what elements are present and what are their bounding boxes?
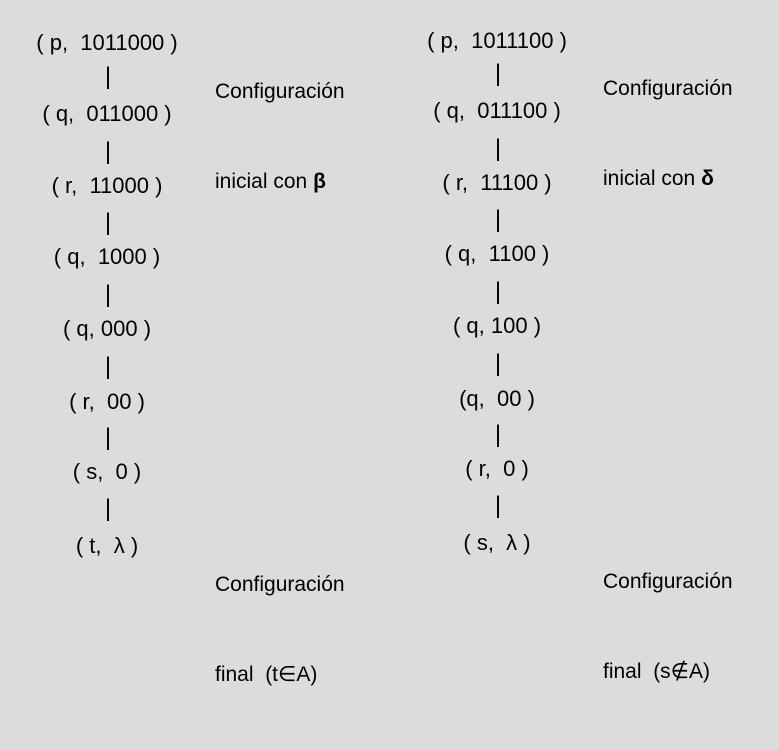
right-separator: |: [494, 135, 502, 162]
left-config-7: ( s, 0 ): [72, 459, 142, 484]
right-config-5: ( q, 100 ): [452, 313, 542, 338]
left-separator: |: [104, 353, 112, 380]
right-final-label-line1: Configuración: [603, 570, 733, 593]
right-config-8: ( s, λ ): [463, 530, 531, 555]
left-config-5: ( q, 000 ): [62, 316, 152, 341]
right-final-label: [603, 507, 733, 747]
left-config-8: ( t, λ ): [75, 533, 139, 558]
right-separator: |: [494, 206, 502, 233]
right-config-4: ( q, 1100 ): [444, 241, 550, 266]
right-config-7: ( r, 0 ): [465, 456, 529, 481]
right-final-label-line2: final (s∉A): [603, 660, 710, 683]
left-separator: |: [104, 209, 112, 236]
left-config-2: ( q, 011000 ): [42, 101, 172, 126]
left-initial-label: [215, 17, 345, 257]
left-config-1: ( p, 1011000 ): [36, 30, 178, 55]
left-separator: |: [104, 281, 112, 308]
left-separator: |: [104, 138, 112, 165]
right-initial-label: [603, 14, 733, 254]
right-initial-label-line1: Configuración: [603, 77, 733, 100]
left-final-label: [215, 510, 345, 750]
left-config-3: ( r, 11000 ): [51, 173, 163, 198]
left-config-4: ( q, 1000 ): [53, 244, 161, 269]
right-separator: |: [494, 421, 502, 448]
beta-symbol: β: [313, 170, 326, 193]
left-separator: |: [104, 424, 112, 451]
left-separator: |: [104, 495, 112, 522]
right-config-2: ( q, 011100 ): [433, 98, 561, 123]
left-config-6: ( r, 00 ): [69, 389, 145, 414]
left-final-label-line1: Configuración: [215, 573, 345, 596]
left-final-label-line2: final (t∈A): [215, 663, 318, 686]
right-initial-label-line2: inicial con δ: [603, 167, 714, 190]
right-config-6: (q, 00 ): [459, 386, 535, 411]
left-initial-label-line2: inicial con β: [215, 170, 326, 193]
right-config-1: ( p, 1011100 ): [427, 28, 567, 53]
left-separator: |: [104, 63, 112, 90]
right-separator: |: [494, 350, 502, 377]
right-separator: |: [494, 60, 502, 87]
left-initial-label-line1: Configuración: [215, 80, 345, 103]
right-separator: |: [494, 492, 502, 519]
right-config-3: ( r, 11100 ): [442, 170, 552, 195]
delta-symbol: δ: [701, 167, 714, 190]
right-separator: |: [494, 278, 502, 305]
